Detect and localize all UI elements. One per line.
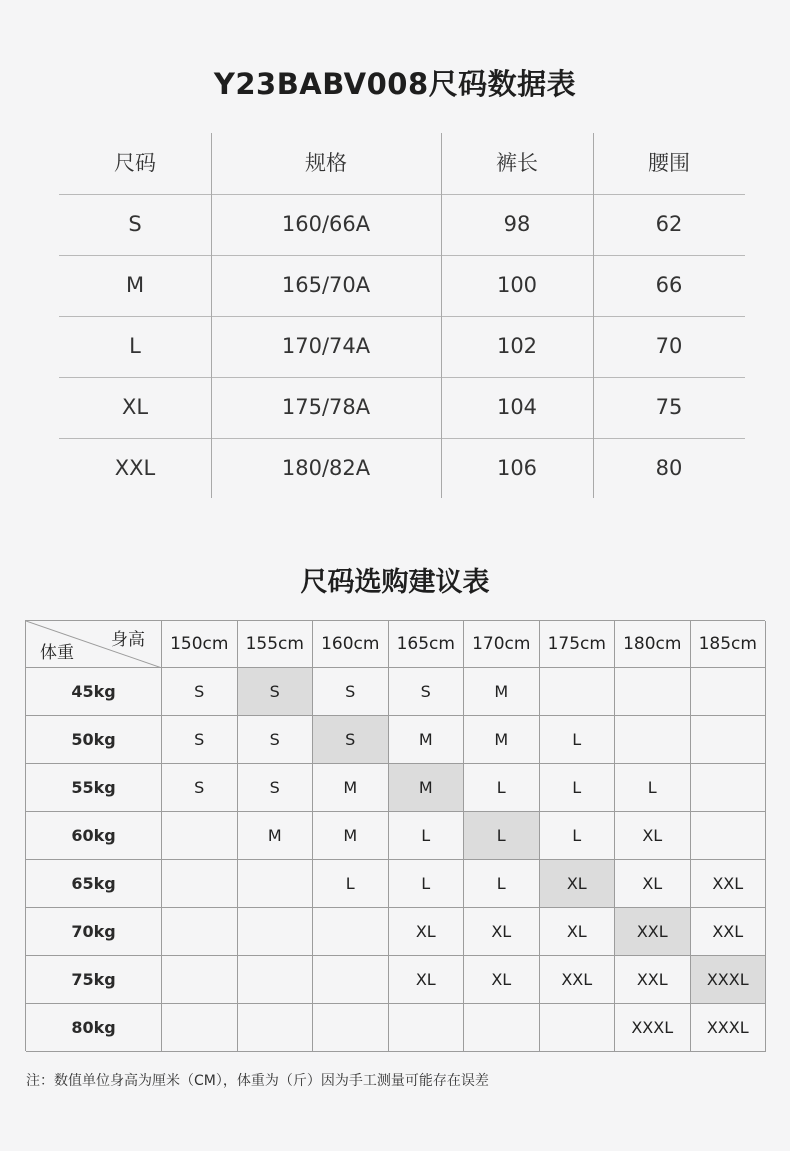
size-cell bbox=[540, 668, 616, 716]
size-cell bbox=[691, 764, 767, 812]
size-cell: M bbox=[313, 812, 389, 860]
size-cell-highlighted: XXXL bbox=[691, 956, 767, 1004]
size-cell: L bbox=[540, 764, 616, 812]
size-cell: S bbox=[238, 716, 314, 764]
size-cell: XL bbox=[464, 908, 540, 956]
column-divider bbox=[441, 133, 442, 498]
spec-cell: 170/74A bbox=[281, 334, 371, 358]
size-cell bbox=[162, 860, 238, 908]
size-cell: L bbox=[389, 860, 465, 908]
size-cell: M bbox=[313, 764, 389, 812]
size-cell bbox=[313, 956, 389, 1004]
height-header-cell: 165cm bbox=[389, 621, 465, 668]
spec-cell: 180/82A bbox=[281, 456, 371, 480]
size-cell: L bbox=[389, 812, 465, 860]
footnote: 注：数值单位身高为厘米（CM），体重为（斤）因为手工测量可能存在误差 bbox=[26, 1073, 489, 1089]
size-cell: XL bbox=[389, 956, 465, 1004]
size-cell: XXXL bbox=[691, 1004, 767, 1052]
size-cell bbox=[691, 716, 767, 764]
size-cell: S bbox=[238, 764, 314, 812]
spec-row bbox=[59, 438, 745, 499]
size-cell bbox=[238, 908, 314, 956]
spec-cell: L bbox=[129, 334, 141, 358]
corner-weight-label: 体重 bbox=[40, 643, 74, 663]
size-cell: XXL bbox=[691, 860, 767, 908]
size-cell: S bbox=[162, 716, 238, 764]
size-cell: XL bbox=[389, 908, 465, 956]
size-cell: XXL bbox=[540, 956, 616, 1004]
spec-cell: 102 bbox=[496, 334, 538, 358]
size-cell bbox=[238, 860, 314, 908]
spec-cell: 75 bbox=[655, 395, 683, 419]
weight-label-cell: 55kg bbox=[26, 764, 162, 812]
spec-cell: 165/70A bbox=[281, 273, 371, 297]
size-cell bbox=[540, 1004, 616, 1052]
height-header-cell: 180cm bbox=[615, 621, 691, 668]
spec-header-cell: 腰围 bbox=[648, 151, 690, 175]
weight-label-cell: 60kg bbox=[26, 812, 162, 860]
spec-header-cell: 规格 bbox=[305, 151, 347, 175]
size-cell: S bbox=[162, 668, 238, 716]
size-cell: M bbox=[389, 716, 465, 764]
weight-label-cell: 75kg bbox=[26, 956, 162, 1004]
spec-cell: 80 bbox=[655, 456, 683, 480]
spec-header-cell: 尺码 bbox=[114, 151, 156, 175]
size-cell-highlighted: S bbox=[313, 716, 389, 764]
spec-row bbox=[59, 255, 745, 316]
size-cell: L bbox=[464, 764, 540, 812]
spec-table bbox=[59, 133, 745, 498]
size-cell: L bbox=[540, 812, 616, 860]
height-header-cell: 175cm bbox=[540, 621, 616, 668]
spec-row bbox=[59, 316, 745, 377]
size-cell-highlighted: M bbox=[389, 764, 465, 812]
height-header-cell: 185cm bbox=[691, 621, 767, 668]
spec-cell: XL bbox=[121, 395, 149, 419]
spec-row bbox=[59, 377, 745, 438]
column-divider bbox=[593, 133, 594, 498]
size-cell: S bbox=[313, 668, 389, 716]
size-cell bbox=[162, 1004, 238, 1052]
size-cell-highlighted: XXL bbox=[615, 908, 691, 956]
column-divider bbox=[211, 133, 212, 498]
weight-label-cell: 65kg bbox=[26, 860, 162, 908]
size-cell bbox=[615, 668, 691, 716]
weight-label-cell: 80kg bbox=[26, 1004, 162, 1052]
spec-cell: 98 bbox=[503, 212, 531, 236]
size-cell: S bbox=[389, 668, 465, 716]
spec-cell: 104 bbox=[496, 395, 538, 419]
size-cell bbox=[691, 812, 767, 860]
size-cell: M bbox=[464, 716, 540, 764]
spec-cell: 70 bbox=[655, 334, 683, 358]
size-cell bbox=[691, 668, 767, 716]
spec-row bbox=[59, 194, 745, 255]
size-cell: XL bbox=[540, 908, 616, 956]
size-cell bbox=[162, 908, 238, 956]
size-cell bbox=[238, 956, 314, 1004]
size-cell bbox=[162, 956, 238, 1004]
spec-cell: 106 bbox=[496, 456, 538, 480]
spec-cell: 160/66A bbox=[281, 212, 371, 236]
height-header-cell: 150cm bbox=[162, 621, 238, 668]
weight-label-cell: 50kg bbox=[26, 716, 162, 764]
size-cell-highlighted: S bbox=[238, 668, 314, 716]
height-header-cell: 160cm bbox=[313, 621, 389, 668]
height-header-cell: 170cm bbox=[464, 621, 540, 668]
spec-cell: 62 bbox=[655, 212, 683, 236]
spec-cell: 100 bbox=[496, 273, 538, 297]
size-cell: XL bbox=[464, 956, 540, 1004]
size-cell bbox=[389, 1004, 465, 1052]
spec-table-title: Y23BABV008尺码数据表 bbox=[213, 67, 577, 101]
height-header-cell: 155cm bbox=[238, 621, 314, 668]
size-cell: XXL bbox=[691, 908, 767, 956]
spec-cell: S bbox=[128, 212, 142, 236]
size-cell: L bbox=[540, 716, 616, 764]
weight-label-cell: 45kg bbox=[26, 668, 162, 716]
size-cell bbox=[313, 1004, 389, 1052]
size-cell: M bbox=[464, 668, 540, 716]
size-cell: L bbox=[313, 860, 389, 908]
size-cell: S bbox=[162, 764, 238, 812]
size-cell: XXL bbox=[615, 956, 691, 1004]
spec-cell: XXL bbox=[114, 456, 156, 480]
spec-header-row bbox=[59, 133, 745, 194]
size-cell: XL bbox=[615, 812, 691, 860]
spec-cell: 66 bbox=[655, 273, 683, 297]
spec-cell: 175/78A bbox=[281, 395, 371, 419]
corner-cell bbox=[26, 621, 162, 668]
recommend-table bbox=[25, 620, 765, 1051]
size-cell: XXXL bbox=[615, 1004, 691, 1052]
size-cell bbox=[313, 908, 389, 956]
size-cell: L bbox=[615, 764, 691, 812]
size-cell-highlighted: L bbox=[464, 812, 540, 860]
size-cell bbox=[238, 1004, 314, 1052]
size-cell: XL bbox=[615, 860, 691, 908]
spec-header-cell: 裤长 bbox=[496, 151, 538, 175]
size-cell bbox=[464, 1004, 540, 1052]
size-cell-highlighted: XL bbox=[540, 860, 616, 908]
size-cell: M bbox=[238, 812, 314, 860]
corner-height-label: 身高 bbox=[111, 630, 145, 650]
recommend-table-title: 尺码选购建议表 bbox=[300, 567, 490, 598]
size-cell: L bbox=[464, 860, 540, 908]
size-cell bbox=[162, 812, 238, 860]
weight-label-cell: 70kg bbox=[26, 908, 162, 956]
spec-cell: M bbox=[125, 273, 145, 297]
size-cell bbox=[615, 716, 691, 764]
